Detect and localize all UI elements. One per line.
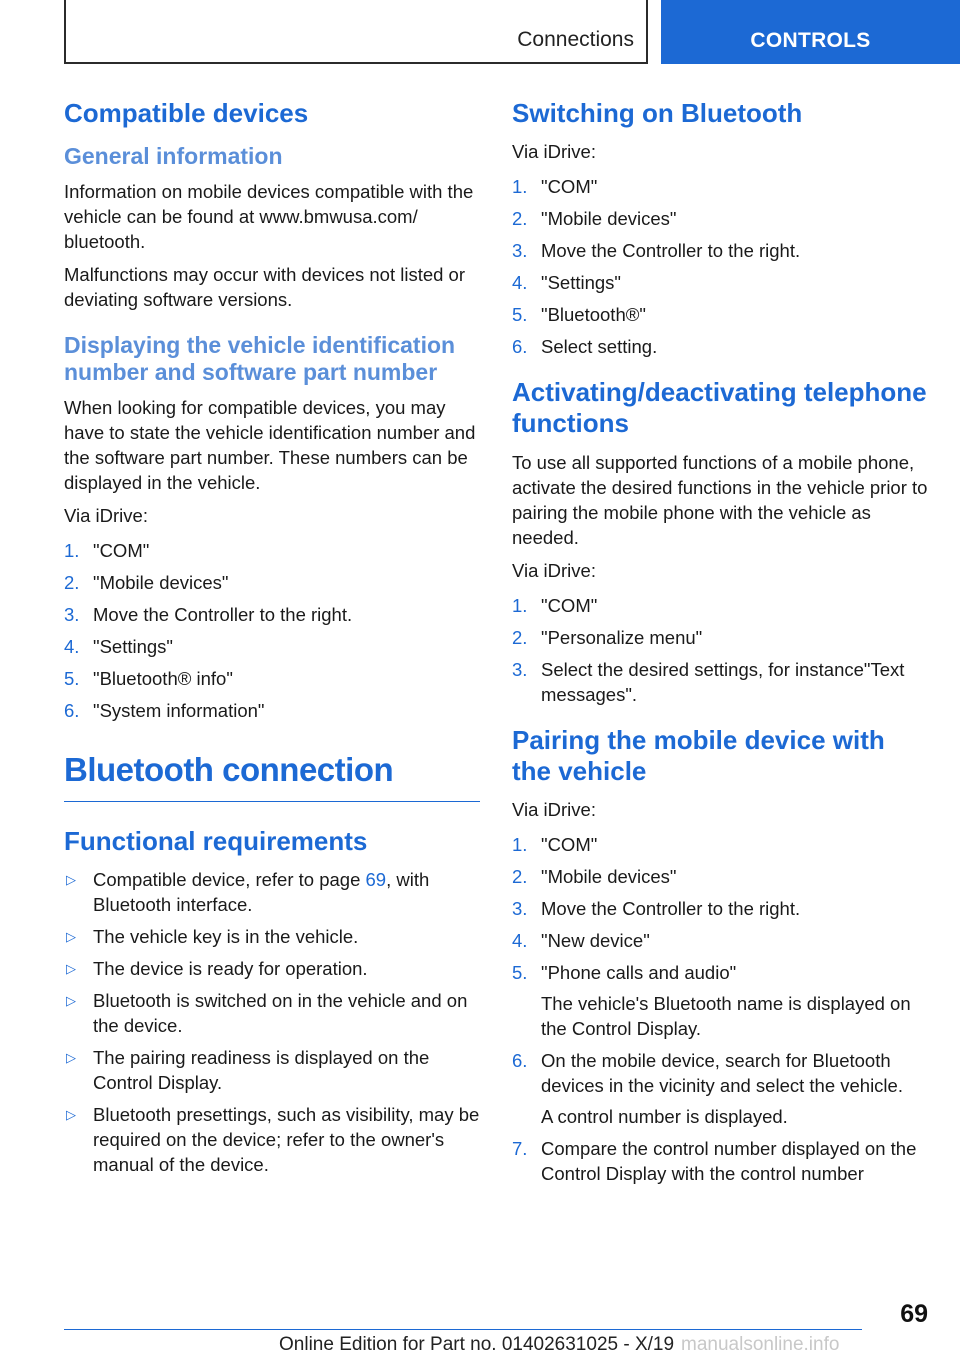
step-number: 2. xyxy=(512,626,528,648)
step-number: 3. xyxy=(512,240,528,262)
step-text: "System information" xyxy=(93,699,265,721)
pairing-via-idrive: Via iDrive: xyxy=(512,798,596,820)
list-item xyxy=(512,960,928,1041)
step-subtext: A control number is displayed. xyxy=(541,1105,788,1127)
right-column xyxy=(512,98,928,1204)
vin-heading: Displaying the vehicle identification number and software part number xyxy=(64,331,456,386)
list-item xyxy=(64,1102,480,1177)
list-item xyxy=(512,302,928,327)
vin-steps-list xyxy=(64,538,480,723)
step-text: Move the Controller to the right. xyxy=(93,603,353,625)
switching-on-bluetooth-heading: Switching on Bluetooth xyxy=(512,98,803,128)
requirement-text: Bluetooth presettings, such as visibility, may be required on the device; refer to the owner's manual of the device. xyxy=(93,1104,480,1176)
step-text: Select setting. xyxy=(541,336,658,358)
page-number: 69 xyxy=(900,1300,928,1328)
list-item xyxy=(512,174,928,199)
step-text: "Phone calls and audio" xyxy=(541,961,737,983)
list-item xyxy=(64,634,480,659)
step-number: 5. xyxy=(512,304,528,326)
list-item xyxy=(512,270,928,295)
header-chapter-tab xyxy=(661,0,960,64)
bullet-triangle-icon: ▷ xyxy=(66,993,76,1009)
step-number: 2. xyxy=(512,865,528,887)
switch-via-idrive: Via iDrive: xyxy=(512,141,596,163)
header-chapter-label: CONTROLS xyxy=(750,29,871,52)
activating-telephone-functions-heading: Activating/deactivating telephone functions xyxy=(512,377,927,439)
page-reference-link[interactable]: 69 xyxy=(365,869,387,891)
list-item xyxy=(512,864,928,889)
bullet-triangle-icon: ▷ xyxy=(66,929,76,945)
footer-edition: Online Edition for Part no. 01402631025 - X/19 xyxy=(279,1334,675,1355)
switch-steps-list xyxy=(512,174,928,359)
step-number: 5. xyxy=(512,961,528,983)
header-section-title: Connections xyxy=(517,28,634,51)
step-number: 3. xyxy=(64,603,80,625)
step-number: 6. xyxy=(64,699,80,721)
list-item xyxy=(512,206,928,231)
step-text: "Mobile devices" xyxy=(541,208,677,230)
step-text: "Personalize menu" xyxy=(541,626,703,648)
step-number: 1. xyxy=(64,539,80,561)
bullet-triangle-icon: ▷ xyxy=(66,1050,76,1066)
bluetooth-connection-heading: Bluetooth connection xyxy=(64,751,480,802)
step-number: 4. xyxy=(512,272,528,294)
bullet-triangle-icon: ▷ xyxy=(66,1107,76,1123)
step-text: "COM" xyxy=(541,176,598,198)
activate-via-idrive: Via iDrive: xyxy=(512,559,596,581)
list-item xyxy=(512,832,928,857)
step-text: "Mobile devices" xyxy=(93,571,229,593)
step-text: "COM" xyxy=(93,539,150,561)
compatible-devices-heading: Compatible devices xyxy=(64,98,309,128)
pairing-heading: Pairing the mobile device with the vehicle xyxy=(512,724,885,786)
footer-divider xyxy=(64,1329,862,1330)
activate-paragraph: To use all supported functions of a mobile phone, activate the desired functions in the vehicle prior to pairing the mobile phone with the vehicle as needed. xyxy=(512,451,928,548)
step-number: 2. xyxy=(64,571,80,593)
list-item xyxy=(64,1045,480,1095)
list-item xyxy=(64,602,480,627)
general-info-paragraph-1: Information on mobile devices compatible with the vehicle can be found at www.bmwusa.com/ bluetooth. xyxy=(64,180,474,252)
step-text: "Mobile devices" xyxy=(541,865,677,887)
vin-via-idrive: Via iDrive: xyxy=(64,504,148,526)
list-item xyxy=(512,657,928,707)
list-item xyxy=(512,334,928,359)
requirement-text: Bluetooth is switched on in the vehicle and on the device. xyxy=(93,990,468,1037)
requirement-text: The device is ready for operation. xyxy=(93,958,368,980)
list-item xyxy=(512,593,928,618)
activate-steps-list xyxy=(512,593,928,707)
list-item xyxy=(512,625,928,650)
watermark: manualsonline.info xyxy=(681,1334,840,1355)
step-number: 1. xyxy=(512,833,528,855)
list-item xyxy=(64,988,480,1038)
list-item xyxy=(64,538,480,563)
general-info-paragraph-2: Malfunctions may occur with devices not listed or deviating software versions. xyxy=(64,263,466,310)
step-text: Compare the control number displayed on the Control Display with the control number xyxy=(541,1137,917,1184)
list-item xyxy=(512,238,928,263)
step-text: "Bluetooth®" xyxy=(541,304,646,326)
header-box xyxy=(64,0,648,64)
requirement-text: The vehicle key is in the vehicle. xyxy=(93,926,359,948)
step-text: On the mobile device, search for Bluetooth devices in the vicinity and select the vehicle. xyxy=(541,1049,903,1096)
step-subtext: The vehicle's Bluetooth name is displayed on the Control Display. xyxy=(541,992,911,1039)
step-text: "Settings" xyxy=(93,635,173,657)
list-item xyxy=(512,896,928,921)
step-number: 4. xyxy=(64,635,80,657)
list-item xyxy=(512,1136,928,1186)
requirement-text: , with Bluetooth interface. xyxy=(93,869,430,916)
step-number: 5. xyxy=(64,667,80,689)
step-number: 1. xyxy=(512,594,528,616)
step-number: 2. xyxy=(512,208,528,230)
step-number: 7. xyxy=(512,1137,528,1159)
list-item xyxy=(64,924,480,949)
step-number: 6. xyxy=(512,336,528,358)
list-item xyxy=(64,867,480,917)
list-item xyxy=(512,1048,928,1129)
requirements-list xyxy=(64,867,480,1177)
bullet-triangle-icon: ▷ xyxy=(66,961,76,977)
step-text: Move the Controller to the right. xyxy=(541,897,801,919)
step-number: 6. xyxy=(512,1049,528,1071)
step-text: "New device" xyxy=(541,929,650,951)
step-text: Move the Controller to the right. xyxy=(541,240,801,262)
requirement-text: The pairing readiness is displayed on the Control Display. xyxy=(93,1047,430,1094)
list-item xyxy=(64,666,480,691)
vin-paragraph: When looking for compatible devices, you may have to state the vehicle identification number and the software part number. These numbers can be displayed in the vehicle. xyxy=(64,396,476,493)
pairing-steps-list xyxy=(512,832,928,1186)
list-item xyxy=(64,570,480,595)
step-text: "Bluetooth® info" xyxy=(93,667,233,689)
requirement-text: Compatible device, refer to page xyxy=(93,869,366,891)
step-text: Select the desired settings, for instance"Text messages". xyxy=(541,658,905,705)
general-info-heading: General information xyxy=(64,143,283,170)
left-column xyxy=(64,98,480,1184)
step-text: "COM" xyxy=(541,594,598,616)
step-number: 3. xyxy=(512,897,528,919)
step-number: 4. xyxy=(512,929,528,951)
step-text: "COM" xyxy=(541,833,598,855)
step-text: "Settings" xyxy=(541,272,621,294)
bullet-triangle-icon: ▷ xyxy=(66,872,76,888)
step-number: 1. xyxy=(512,176,528,198)
list-item xyxy=(64,698,480,723)
step-number: 3. xyxy=(512,658,528,680)
list-item xyxy=(64,956,480,981)
list-item xyxy=(512,928,928,953)
functional-requirements-heading: Functional requirements xyxy=(64,825,368,856)
